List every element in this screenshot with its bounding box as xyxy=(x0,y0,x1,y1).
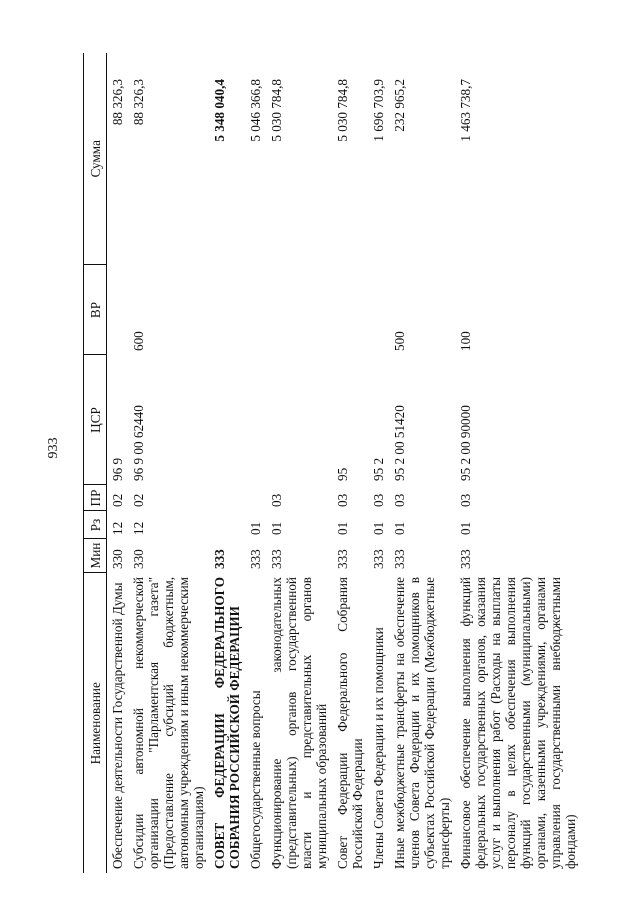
row-vr xyxy=(368,265,389,355)
row-sum: 88 326,3 xyxy=(131,79,146,126)
row-name: Финансовое обеспечение выполнения функций федеральных государственных органов, оказания услуг и выполнения работ (Расходы на выплаты персоналу в целях обеспечения выполнения функций государственными (муниципальными) органами, казенными учреждениями, органами управления государственными внебюджетными фондами) xyxy=(458,577,578,869)
table-row xyxy=(368,53,389,873)
row-rz: 12 xyxy=(110,521,125,535)
row-vr xyxy=(332,265,368,355)
header-vr: ВР xyxy=(84,265,107,355)
row-sum: 1 463 738,7 xyxy=(458,79,473,142)
row-min: 330 xyxy=(131,549,146,569)
row-min: 333 xyxy=(335,549,350,569)
row-pr: 03 xyxy=(458,493,473,507)
row-pr: 02 xyxy=(110,493,125,507)
row-vr: 500 xyxy=(392,331,407,351)
table-row xyxy=(455,53,581,873)
row-pr: 03 xyxy=(371,493,386,507)
row-vr: 600 xyxy=(131,331,146,351)
row-vr xyxy=(245,265,266,355)
row-rz: 01 xyxy=(458,521,473,535)
row-name: Общегосударственные вопросы xyxy=(248,690,263,869)
row-sum: 1 696 703,9 xyxy=(371,79,386,142)
row-sum: 5 030 784,8 xyxy=(269,79,284,142)
row-rz: 01 xyxy=(248,521,263,535)
row-csr xyxy=(245,355,266,485)
row-rz: 01 xyxy=(392,521,407,535)
row-sum: 5 030 784,8 xyxy=(335,79,350,142)
table-row xyxy=(266,53,332,873)
row-csr xyxy=(209,355,245,485)
row-name: Функционирование законодательных (представительных) органов государственной власти и представительных органов муниципальных образований xyxy=(269,577,329,869)
row-csr: 95 2 00 51420 xyxy=(392,405,407,481)
row-pr xyxy=(245,485,266,511)
header-sum: Сумма xyxy=(84,53,107,265)
row-sum: 88 326,3 xyxy=(110,79,125,126)
row-csr: 95 2 xyxy=(371,457,386,481)
header-min: Мин xyxy=(84,539,107,573)
row-rz xyxy=(209,511,245,539)
row-pr: 03 xyxy=(335,493,350,507)
header-rz: Рз xyxy=(84,511,107,539)
table-header-row xyxy=(84,53,107,873)
row-pr: 02 xyxy=(131,493,146,507)
row-min: 330 xyxy=(110,549,125,569)
table-row xyxy=(209,53,245,873)
row-min: 333 xyxy=(392,549,407,569)
row-name: Члены Совета Федерации и их помощники xyxy=(371,627,386,869)
row-pr xyxy=(209,485,245,511)
row-pr: 03 xyxy=(269,493,284,507)
row-min: 333 xyxy=(248,549,263,569)
row-csr: 96 9 00 62440 xyxy=(131,405,146,481)
row-name: Иные межбюджетные трансферты на обеспечение членов Совета Федерации и их помощников в субъектах Российской Федерации (Межбюджетные трансферты) xyxy=(392,577,452,869)
table-row xyxy=(128,53,209,873)
row-rz: 01 xyxy=(335,521,350,535)
row-sum: 5 348 040,4 xyxy=(212,79,227,142)
header-csr: ЦСР xyxy=(84,355,107,485)
row-csr: 95 2 00 90000 xyxy=(458,405,473,481)
row-min: 333 xyxy=(212,549,227,569)
row-csr xyxy=(266,355,332,485)
row-csr: 96 9 xyxy=(110,457,125,481)
row-rz: 01 xyxy=(371,521,386,535)
row-vr xyxy=(209,265,245,355)
page-number: 933 xyxy=(46,437,61,459)
budget-table xyxy=(83,53,581,873)
row-rz: 12 xyxy=(131,521,146,535)
row-vr xyxy=(266,265,332,355)
row-min: 333 xyxy=(371,549,386,569)
row-name: Субсидии автономной некоммерческой организации "Парламентская газета" (Предоставление субсидий бюджетным, автономным учреждениям и иным некоммерческим организациям) xyxy=(131,577,206,869)
row-name: Совет Федерации Федерального Собрания Российской Федерации xyxy=(335,577,365,869)
row-min: 333 xyxy=(458,549,473,569)
row-min: 333 xyxy=(269,549,284,569)
row-name: СОВЕТ ФЕДЕРАЦИИ ФЕДЕРАЛЬНОГО СОБРАНИЯ РОССИЙСКОЙ ФЕДЕРАЦИИ xyxy=(212,577,242,869)
row-csr: 95 xyxy=(335,467,350,481)
table-row xyxy=(245,53,266,873)
row-sum: 5 046 366,8 xyxy=(248,79,263,142)
table-row xyxy=(107,53,129,873)
rotated-page xyxy=(83,53,621,873)
row-vr: 100 xyxy=(458,331,473,351)
row-pr: 03 xyxy=(392,493,407,507)
header-name: Наименование xyxy=(84,573,107,873)
header-pr: ПР xyxy=(84,485,107,511)
row-name: Обеспечение деятельности Государственной Думы xyxy=(110,582,125,869)
table-row xyxy=(332,53,368,873)
row-sum: 232 965,2 xyxy=(392,79,407,132)
row-rz: 01 xyxy=(269,521,284,535)
row-vr xyxy=(107,265,129,355)
table-row xyxy=(389,53,455,873)
